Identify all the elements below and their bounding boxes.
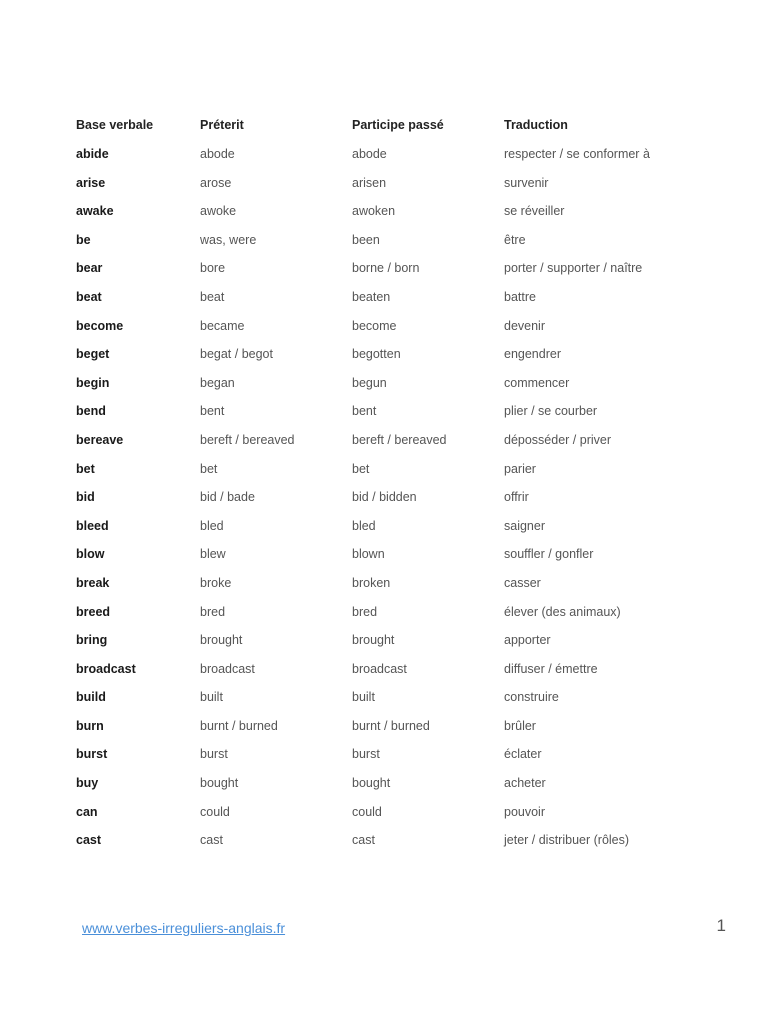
base-verb-cell: bear — [76, 261, 103, 276]
preterit-cell: blew — [200, 547, 226, 562]
translation-cell: être — [504, 232, 526, 247]
base-verb-cell: bring — [76, 633, 108, 648]
table-row — [76, 341, 696, 370]
past-participle-cell: bought — [352, 776, 391, 791]
preterit-cell: brought — [200, 633, 243, 648]
base-verb-cell: broadcast — [76, 661, 136, 676]
past-participle-cell: burst — [352, 747, 380, 762]
table-row — [76, 770, 696, 799]
preterit-cell: broadcast — [200, 661, 255, 676]
past-participle-cell: bid / bidden — [352, 490, 417, 505]
past-participle-cell: could — [352, 804, 382, 819]
table-row — [76, 827, 696, 856]
table-row — [76, 284, 696, 313]
past-participle-cell: awoken — [352, 204, 396, 219]
translation-cell: pouvoir — [504, 804, 545, 819]
preterit-cell: bid / bade — [200, 490, 255, 505]
preterit-cell: bereft / bereaved — [200, 432, 295, 447]
preterit-cell: bent — [200, 404, 225, 419]
past-participle-cell: bred — [352, 604, 378, 619]
past-participle-cell: borne / born — [352, 261, 420, 276]
base-verb-cell: buy — [76, 776, 99, 791]
translation-cell: engendrer — [504, 347, 561, 362]
base-verb-cell: bleed — [76, 518, 109, 533]
preterit-cell: begat / begot — [200, 347, 273, 362]
base-verb-cell: break — [76, 575, 110, 590]
preterit-cell: became — [200, 318, 245, 333]
base-verb-cell: bid — [76, 490, 95, 505]
table-row — [76, 570, 696, 599]
table-row — [76, 226, 696, 255]
translation-cell: souffler / gonfler — [504, 547, 594, 562]
header-traduction: Traduction — [504, 118, 568, 133]
preterit-cell: beat — [200, 289, 225, 304]
past-participle-cell: blown — [352, 547, 385, 562]
table-row — [76, 169, 696, 198]
preterit-cell: bought — [200, 776, 239, 791]
base-verb-cell: burn — [76, 718, 104, 733]
translation-cell: survenir — [504, 175, 549, 190]
table-row — [76, 684, 696, 713]
table-row — [76, 455, 696, 484]
base-verb-cell: become — [76, 318, 124, 333]
base-verb-cell: build — [76, 690, 106, 705]
table-header-row — [76, 112, 696, 141]
past-participle-cell: built — [352, 690, 375, 705]
preterit-cell: burnt / burned — [200, 718, 278, 733]
past-participle-cell: broken — [352, 575, 391, 590]
table-row — [76, 398, 696, 427]
base-verb-cell: blow — [76, 547, 105, 562]
page-number: 1 — [716, 916, 726, 935]
header-base-verbale: Base verbale — [76, 118, 154, 133]
table-row — [76, 655, 696, 684]
table-row — [76, 141, 696, 170]
translation-cell: plier / se courber — [504, 404, 598, 419]
preterit-cell: bled — [200, 518, 224, 533]
irregular-verbs-table — [76, 112, 696, 855]
past-participle-cell: abode — [352, 147, 387, 162]
preterit-cell: bred — [200, 604, 226, 619]
translation-cell: commencer — [504, 375, 570, 390]
past-participle-cell: bent — [352, 404, 377, 419]
table-row — [76, 598, 696, 627]
base-verb-cell: cast — [76, 833, 102, 848]
translation-cell: acheter — [504, 776, 546, 791]
translation-cell: diffuser / émettre — [504, 661, 598, 676]
table-row — [76, 312, 696, 341]
base-verb-cell: awake — [76, 204, 114, 219]
header-preterit: Préterit — [200, 118, 244, 133]
table-row — [76, 541, 696, 570]
base-verb-cell: abide — [76, 147, 109, 162]
past-participle-cell: become — [352, 318, 397, 333]
table-row — [76, 484, 696, 513]
translation-cell: apporter — [504, 633, 551, 648]
table-row — [76, 198, 696, 227]
preterit-cell: could — [200, 804, 230, 819]
preterit-cell: awoke — [200, 204, 237, 219]
translation-cell: respecter / se conformer à — [504, 147, 650, 162]
table-row — [76, 255, 696, 284]
past-participle-cell: bled — [352, 518, 376, 533]
preterit-cell: burst — [200, 747, 228, 762]
table-row — [76, 627, 696, 656]
past-participle-cell: begotten — [352, 347, 401, 362]
base-verb-cell: begin — [76, 375, 110, 390]
table-row — [76, 741, 696, 770]
base-verb-cell: burst — [76, 747, 108, 762]
translation-cell: porter / supporter / naître — [504, 261, 643, 276]
table-row — [76, 512, 696, 541]
past-participle-cell: begun — [352, 375, 387, 390]
preterit-cell: broke — [200, 575, 232, 590]
translation-cell: éclater — [504, 747, 542, 762]
table-row — [76, 427, 696, 456]
table-row — [76, 369, 696, 398]
preterit-cell: cast — [200, 833, 223, 848]
base-verb-cell: bend — [76, 404, 106, 419]
base-verb-cell: bet — [76, 461, 95, 476]
translation-cell: casser — [504, 575, 541, 590]
translation-cell: déposséder / priver — [504, 432, 612, 447]
translation-cell: devenir — [504, 318, 545, 333]
preterit-cell: built — [200, 690, 223, 705]
base-verb-cell: be — [76, 232, 91, 247]
base-verb-cell: beget — [76, 347, 110, 362]
past-participle-cell: cast — [352, 833, 375, 848]
translation-cell: construire — [504, 690, 559, 705]
preterit-cell: was, were — [200, 232, 257, 247]
translation-cell: se réveiller — [504, 204, 565, 219]
base-verb-cell: bereave — [76, 432, 124, 447]
past-participle-cell: beaten — [352, 289, 391, 304]
preterit-cell: abode — [200, 147, 235, 162]
preterit-cell: bet — [200, 461, 218, 476]
past-participle-cell: arisen — [352, 175, 387, 190]
translation-cell: parier — [504, 461, 536, 476]
preterit-cell: bore — [200, 261, 226, 276]
preterit-cell: began — [200, 375, 235, 390]
table-row — [76, 712, 696, 741]
translation-cell: saigner — [504, 518, 545, 533]
base-verb-cell: breed — [76, 604, 111, 619]
past-participle-cell: bereft / bereaved — [352, 432, 447, 447]
base-verb-cell: can — [76, 804, 98, 819]
translation-cell: élever (des animaux) — [504, 604, 621, 619]
website-link[interactable]: www.verbes-irreguliers-anglais.fr — [82, 920, 286, 936]
translation-cell: jeter / distribuer (rôles) — [504, 833, 630, 848]
past-participle-cell: brought — [352, 633, 395, 648]
translation-cell: offrir — [504, 490, 529, 505]
past-participle-cell: bet — [352, 461, 370, 476]
table-body — [76, 141, 696, 856]
header-participe-passe: Participe passé — [352, 118, 444, 133]
translation-cell: brûler — [504, 718, 536, 733]
preterit-cell: arose — [200, 175, 232, 190]
past-participle-cell: been — [352, 232, 380, 247]
translation-cell: battre — [504, 289, 536, 304]
table-row — [76, 798, 696, 827]
base-verb-cell: beat — [76, 289, 102, 304]
past-participle-cell: broadcast — [352, 661, 407, 676]
base-verb-cell: arise — [76, 175, 106, 190]
past-participle-cell: burnt / burned — [352, 718, 430, 733]
